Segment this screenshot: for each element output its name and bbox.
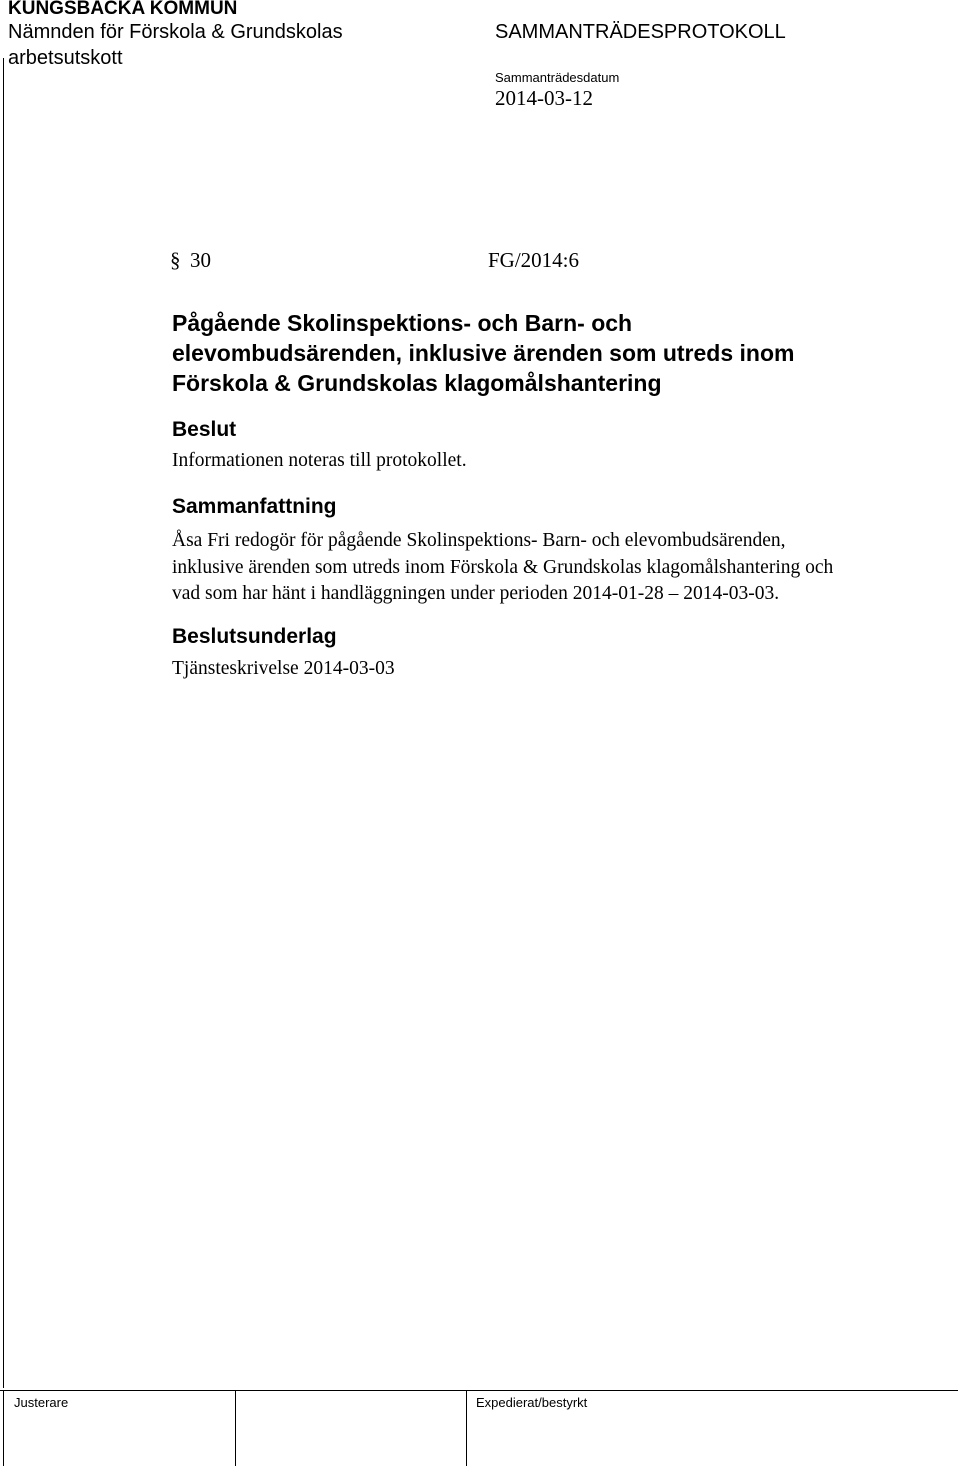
document-type: SAMMANTRÄDESPROTOKOLL — [495, 21, 786, 43]
summary-line: inklusive ärenden som utreds inom Förskola & Grundskolas klagomålshantering och — [172, 556, 834, 578]
summary-line: vad som har hänt i handläggningen under perioden 2014-01-28 – 2014-03-03. — [172, 583, 780, 604]
item-title-line: Förskola & Grundskolas klagomålshantering — [172, 370, 662, 396]
department-subunit: arbetsutskott — [8, 47, 123, 69]
department-name: Nämnden för Förskola & Grundskolas — [8, 21, 343, 43]
basis-text: Tjänsteskrivelse 2014-03-03 — [172, 658, 395, 679]
decision-heading: Beslut — [172, 418, 237, 441]
left-margin-rule — [3, 58, 4, 1388]
section-number: 30 — [190, 248, 211, 272]
item-title-line: Pågående Skolinspektions- och Barn- och — [172, 310, 633, 336]
footer-divider — [466, 1391, 467, 1466]
footer-divider — [235, 1391, 236, 1466]
case-number: FG/2014:6 — [488, 248, 580, 272]
summary-heading: Sammanfattning — [172, 495, 337, 518]
meeting-date-label: Sammanträdesdatum — [495, 70, 620, 85]
footer-divider — [3, 1391, 4, 1466]
adjusters-label: Justerare — [14, 1395, 69, 1410]
organization-name: KUNGSBACKA KOMMUN — [8, 0, 238, 19]
meeting-date: 2014-03-12 — [495, 86, 593, 110]
basis-heading: Beslutsunderlag — [172, 625, 337, 648]
summary-line: Åsa Fri redogör för pågående Skolinspektions- Barn- och elevombudsärenden, — [172, 530, 786, 551]
section-sign: § — [170, 248, 181, 272]
summary-text — [172, 528, 833, 608]
item-title — [172, 308, 794, 398]
decision-text: Informationen noteras till protokollet. — [172, 450, 467, 471]
signature-footer — [0, 1390, 958, 1466]
item-title-line: elevombudsärenden, inklusive ärenden som utreds inom — [172, 340, 795, 366]
dispatched-label: Expedierat/bestyrkt — [476, 1395, 588, 1410]
